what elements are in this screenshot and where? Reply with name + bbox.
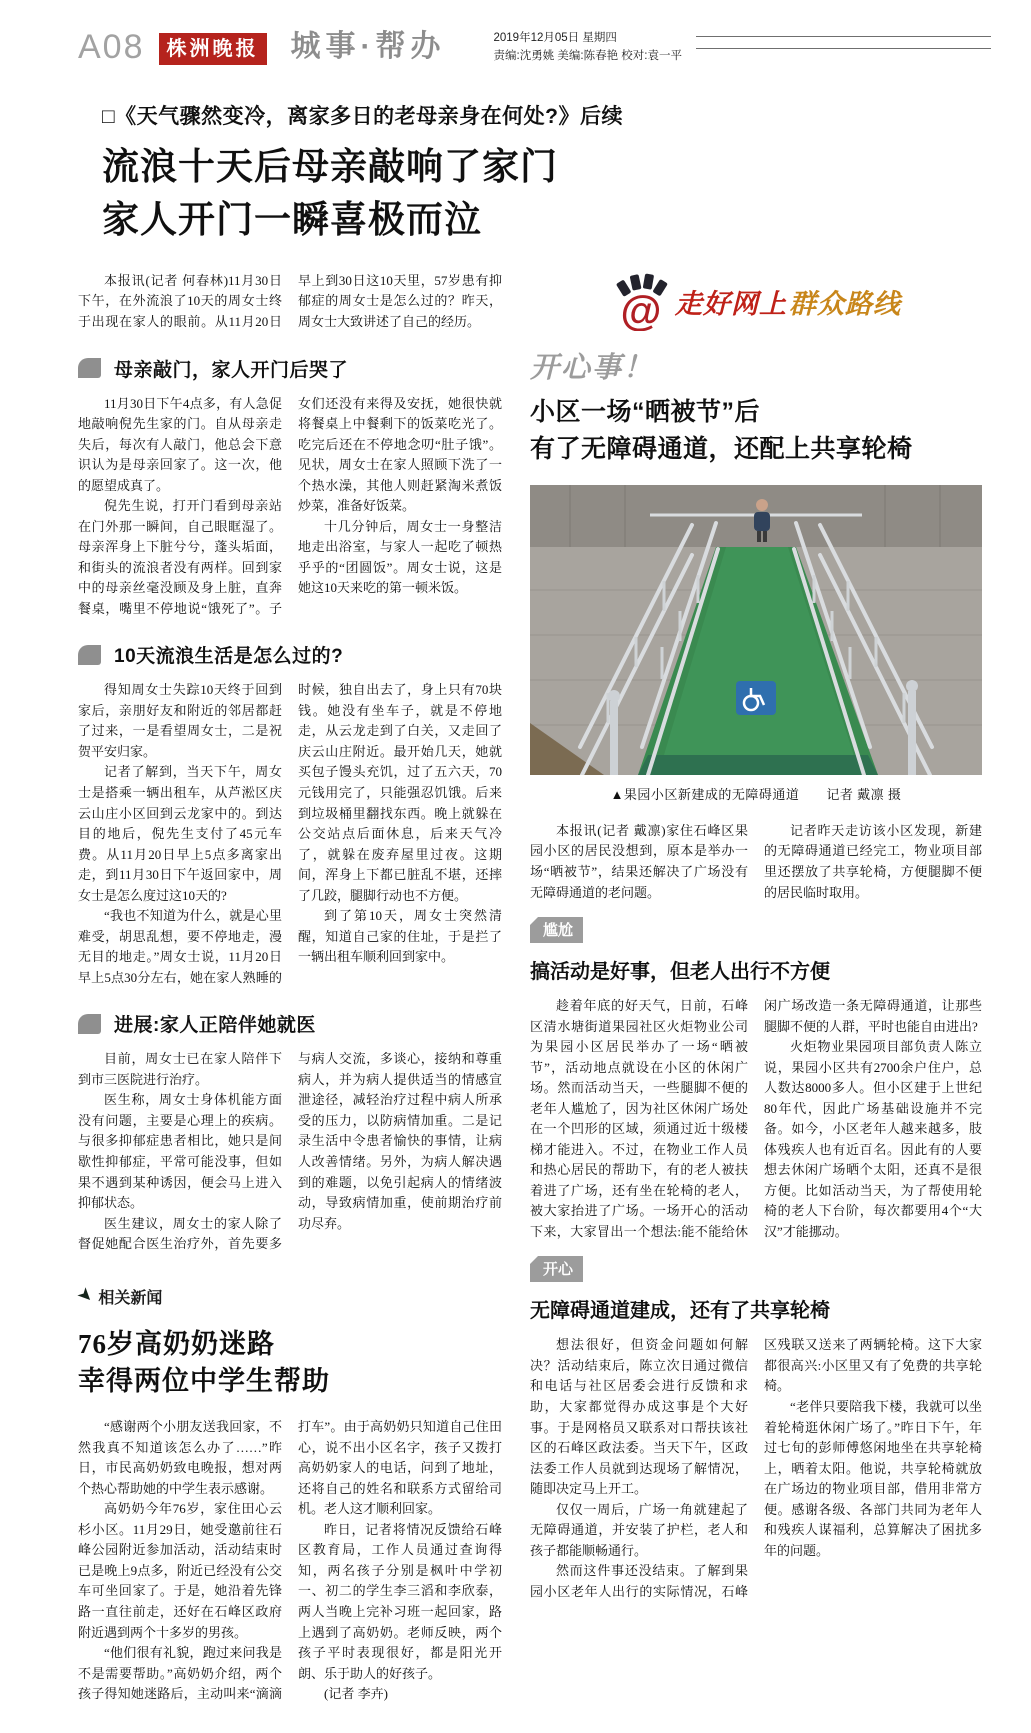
- date-block: [494, 30, 682, 66]
- kicker: □《天气骤然变冷，离家多日的老母亲身在何处?》后续: [102, 104, 624, 128]
- mood-tagline: 开心事！: [530, 351, 655, 384]
- related-label-text: 相关新闻: [98, 1289, 163, 1307]
- page-content: [74, 271, 991, 1705]
- svg-text:@: @: [620, 286, 662, 331]
- paragraph: 本报讯(记者 何春林)11月30日下午，在外流浪了10天的周女士终于出现在家人的眼前。从11月20日早上到30日这10天里，57岁患有抑郁症的周女士是怎么过的？昨天，周女士大致讲述了自己的经历。: [78, 272, 502, 329]
- paragraph: 十几分钟后，周女士一身整洁地走出浴室，与家人一起吃了顿热乎乎的“团圆饭”。周女士说，这是她这10天来吃的第一顿米饭。: [298, 518, 502, 596]
- badge-text-gold: 群众路线: [789, 289, 901, 320]
- section-title: 母亲敲门，家人开门后哭了: [114, 359, 349, 381]
- paragraph: “老伴只要陪我下楼，我就可以坐着轮椅逛休闲广场了。”昨日下午，年过七旬的彭师傅悠闲地坐在共享轮椅上，晒着太阳。他说，共享轮椅就放在广场边的物业项目部，借用非常方便。感谢各级、各部门共同为老年人和残疾人谋福利，总算解决了困扰多年的问题。: [764, 1399, 982, 1558]
- related-body: [78, 1417, 502, 1704]
- main-headline: [102, 140, 991, 247]
- paragraph: 高奶奶今年76岁，家住田心云杉小区。11月29日，她受邀前往石峰公园附近参加活动，活动结束时已是晚上9点多，附近已经没有公交车可坐回家了。于是，她沿着先锋路一直往前走，还好在石峰区政府附近遇到两个十多岁的男孩。: [78, 1501, 282, 1640]
- page-number: A08: [78, 28, 145, 66]
- mood-tag-happy: 开心: [530, 1256, 583, 1282]
- left-column: [74, 271, 502, 1705]
- mood-tag-awkward: 尴尬: [530, 917, 583, 943]
- section-body: [78, 394, 502, 620]
- section-title: 10天流浪生活是怎么过的?: [114, 646, 344, 668]
- staff-line: 责编:沈勇姚 美编:陈春艳 校对:袁一平: [493, 49, 682, 62]
- paragraph: 记者昨天走访该小区发现，新建的无障碍通道已经完工，物业项目部里还摆放了共享轮椅，方便腿脚不便的居民临时取用。: [764, 822, 982, 900]
- section-header: [78, 641, 502, 668]
- paragraph: 趁着年底的好天气，日前，石峰区清水塘街道果园社区火炬物业公司为果园小区居民举办了一场“晒被节”，活动地点就设在小区的休闲广场。然而活动当天，一些腿脚不便的老年人尴尬了，因为社区休闲广场处在一个凹形的区域，须通过近十级楼梯才能进入。不过，在物业工作人员和热心居民的帮助下，有的老人被扶着进了广场，还有坐在轮椅的老人，被大家抬进了广场。一场开心的活动下来，大家冒出一个想法:能不能给休闲广场改造一条无障碍通道，让那些腿脚不便的人群，平时也能自由进出?: [530, 998, 982, 1239]
- date-line: 2019年12月05日 星期四: [493, 32, 617, 44]
- paragraph: 本报讯(记者 戴凛)家住石峰区果园小区的居民没想到，原本是举办一场“晒被节”，结果还解决了广场没有无障碍通道的老问题。: [530, 822, 748, 900]
- section-name: 城事·帮办: [290, 30, 446, 63]
- main-intro: [78, 271, 502, 333]
- sub-headline: 搞活动是好事，但老人出行不方便: [530, 961, 830, 984]
- right-column: [530, 271, 982, 1705]
- paragraph: 医生称，周女士身体机能方面没有问题，主要是心理上的疾病。与很多抑郁症患者相比，她只是间歇性抑郁症，平常可能没事，但如果不遇到某种诱因，便会马上进入抑郁状态。: [78, 1092, 282, 1211]
- paragraph: 昨日，记者将情况反馈给石峰区教育局，工作人员通过查询得知，两名孩子分别是枫叶中学初一、初二的学生李三滔和李欣泰，两人当晚上完补习班一起回家，路上遇到了高奶奶。老师反映，两个孩子平时表现很好，都是阳光开朗、乐于助人的好孩子。: [298, 1521, 502, 1681]
- paragraph: 记者了解到，当天下午，周女士是搭乘一辆出租车，从芦淞区庆云山庄小区回到云龙家中的。到达目的地后，倪先生支付了45元车费。从11月20日早上5点多离家出走，到11月30日下午返回家中，周女士是怎么度过这10天的?: [78, 764, 282, 903]
- section-body: [530, 996, 982, 1242]
- headline-line2: 家人开门一瞬喜极而泣: [102, 199, 482, 241]
- right-headline-line1: 小区一场“晒被节”后: [530, 397, 761, 426]
- section-title: 进展:家人正陪伴她就医: [114, 1015, 316, 1037]
- arrow-down-right-icon: ➤: [74, 1285, 96, 1307]
- right-headline-line2: 有了无障碍通道，还配上共享轮椅: [530, 435, 913, 464]
- paragraph: 得知周女士失踪10天终于回到家后，亲朋好友和附近的邻居都赶了过来，一是看望周女士，二是祝贺平安归家。: [78, 682, 282, 759]
- paragraph: 想法很好，但资金问题如何解决？活动结束后，陈立次日通过微信和电话与社区居委会进行反馈和求助，大家都觉得办成这事是个大好事。于是网格员又联系对口帮扶该社区的石峰区政法委。当天下午，区政法委工作人员就到达现场了解情况，随即决定马上开工。: [530, 1337, 748, 1497]
- section-body: [78, 1049, 502, 1254]
- section-bullet-icon: [78, 358, 101, 378]
- paragraph: 倪先生说，打开门看到母亲站在门外那一瞬间，自己眼眶湿了。母亲浑身上下脏兮兮，蓬头垢面，和街头的流浪者没有两样。回到家中的母亲丝毫没顾及身上脏，直奔餐桌，嘴里不停地说“饿死了”。子女们还没有来得及安抚，她很快就将餐桌上中餐剩下的饭菜吃光了。吃完后还在不停地念叨“肚子饿”。见状，周女士在家人照顾下洗了一个热水澡，其他人则赶紧淘米煮饭炒菜，准备好饭菜。: [78, 395, 502, 616]
- paragraph: 然而这件事还没结束。了解到果园小区老年人出行的实际情况，石峰区残联又送来了两辆轮椅。这下大家都很高兴:小区里又有了免费的共享轮椅。: [530, 1337, 982, 1599]
- related-headline-line1: 76岁高奶奶迷路: [78, 1328, 275, 1359]
- main-article-head: [78, 100, 991, 247]
- section-header: [78, 1010, 502, 1037]
- online-mass-line-badge: [530, 273, 982, 331]
- masthead-logo: 株洲晚报: [159, 33, 267, 65]
- related-headline-line2: 幸得两位中学生帮助: [78, 1366, 330, 1397]
- paragraph: “我也不知道为什么，就是心里难受，胡思乱想，要不停地走，漫无目的地走。”周女士说，11月20日早上5点30分左右，她在家人熟睡的时候，独自出去了，身上只有70块钱。她没有坐车子，就是不停地走，从云龙走到了白关，又走回了庆云山庄附近。最开始几天，她就买包子馒头充饥，过了五六天，70元钱用完了，只能强忍饥饿。后来到垃圾桶里翻找东西。晚上就躲在公交站点后面休息，后来天气冷了，就躲在废弃屋里过夜。这期间，浑身上下都已脏乱不堪，还摔了几跤，腿脚行动也不方便。: [78, 682, 502, 985]
- badge-text-red: 走好网上: [675, 289, 787, 320]
- paragraph: 目前，周女士已在家人陪伴下到市三医院进行治疗。: [78, 1051, 282, 1087]
- byline: (记者 李卉): [324, 1686, 388, 1702]
- paragraph: 医生建议，周女士的家人除了督促她配合医生治疗外，首先要多与病人交流，多谈心，接纳和尊重病人，并为病人提供适当的情感宣泄途径，减轻治疗过程中病人所承受的压力，以防病情加重。二是记录生活中令患者愉快的事情，让病人改善情绪。另外，为病人解决遇到的难题，以免引起病人的情绪波动，导致病情加重，使前期治疗前功尽弃。: [78, 1051, 502, 1252]
- at-fists-icon: [611, 273, 673, 331]
- section-body: [530, 1335, 982, 1602]
- ramp-photo: [530, 485, 982, 775]
- paragraph: “他们很有礼貌，跑过来问我是不是需要帮助。”高奶奶介绍，两个孩子得知她迷路后，主动叫来“滴滴打车”。由于高奶奶只知道自己住田心，说不出小区名字，孩子又拨打高奶奶家人的电话，问到了地址，还将自己的姓名和联系方式留给司机。老人这才顺利回家。: [78, 1419, 502, 1702]
- masthead: [78, 30, 991, 66]
- headline-line1: 流浪十天后母亲敲响了家门: [102, 145, 558, 187]
- divider: [696, 48, 991, 49]
- paragraph: 火炬物业果园项目部负责人陈立说，果园小区共有2700余户住户，总人数达8000多人。但小区建于上世纪80年代，因此广场基础设施并不完备。如今，小区老年人越来越多，肢体残疾人也有近百名。因此有的人要想去休闲广场晒个太阳，还真不是很方便。比如活动当天，为了帮使用轮椅的老人下台阶，每次都要用4个“大汉”才能挪动。: [764, 1039, 982, 1239]
- header-rules: [696, 36, 991, 60]
- sub-headline: 无障碍通道建成，还有了共享轮椅: [530, 1300, 830, 1323]
- section-header: [78, 355, 502, 382]
- related-news-label: [74, 1285, 502, 1308]
- paragraph: 仅仅一周后，广场一角就建起了无障碍通道，并安装了护栏，老人和孩子都能顺畅通行。: [530, 1501, 748, 1558]
- section-body: [78, 680, 502, 988]
- paragraph: 11月30日下午4点多，有人急促地敲响倪先生家的门。自从母亲走失后，每次有人敲门，他总会下意识认为是母亲回家了。这一次，他的愿望成真了。: [78, 395, 282, 493]
- related-headline: [78, 1326, 502, 1402]
- section-bullet-icon: [78, 645, 101, 665]
- paragraph: 到了第10天，周女士突然清醒，知道自己家的住址，于是拦了一辆出租车顺利回到家中。: [298, 908, 502, 965]
- section-bullet-icon: [78, 1014, 101, 1034]
- divider: [696, 36, 991, 37]
- right-headline: [530, 394, 982, 469]
- related-news: [74, 1285, 502, 1705]
- right-intro: [530, 821, 982, 903]
- paragraph: “感谢两个小朋友送我回家，不然我真不知道该怎么办了……”昨日，市民高奶奶致电晚报，想对两个热心帮助她的中学生表示感谢。: [78, 1419, 282, 1496]
- photo-caption: ▲果园小区新建成的无障碍通道 记者 戴凛 摄: [610, 786, 902, 802]
